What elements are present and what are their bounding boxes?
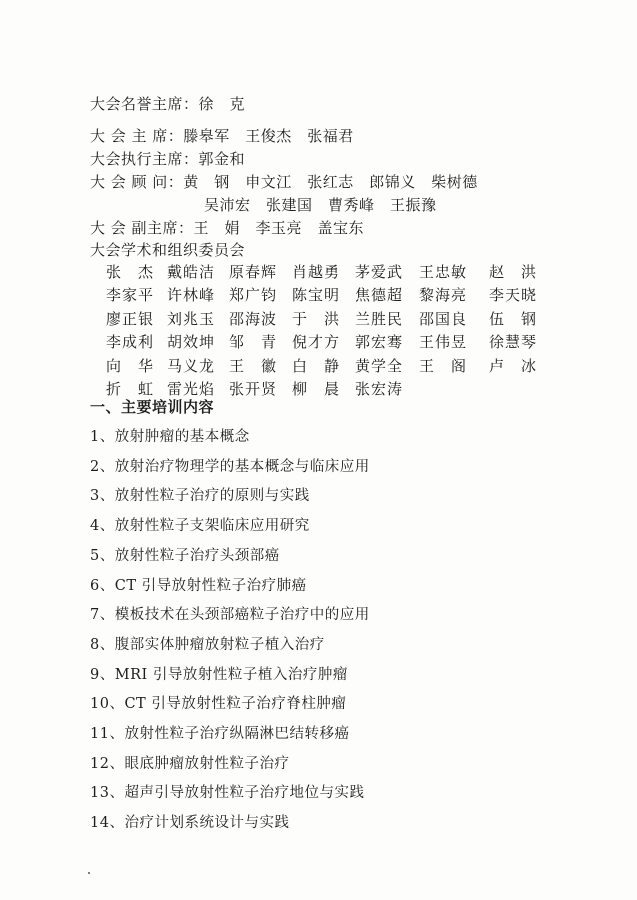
committee-member: 张宏涛 xyxy=(355,380,404,398)
training-item: 9、MRI 引导放射性粒子植入治疗肿瘤 xyxy=(90,666,348,683)
committee-member: 邵国良 xyxy=(419,309,468,328)
honorary-chair-line: 大会名誉主席：徐 克 xyxy=(90,95,246,113)
committee-member: 徐慧琴 xyxy=(489,333,538,352)
committee-title: 大会学术和组织委员会 xyxy=(90,241,246,259)
committee-member: 李家平 xyxy=(106,286,155,305)
committee-member: 焦德超 xyxy=(355,286,404,305)
committee-member: 肖越勇 xyxy=(292,263,341,281)
committee-member: 郭宏骞 xyxy=(355,333,404,352)
advisors-line-1: 大 会 顾 问：黄 钢 申文江 张红志 郎锦义 柴树德 xyxy=(90,173,478,191)
training-item: 6、CT 引导放射性粒子治疗肺癌 xyxy=(90,577,307,594)
committee-member: 白 静 xyxy=(292,356,341,375)
committee-member: 王 徽 xyxy=(229,356,278,375)
page-mark xyxy=(88,872,90,874)
committee-member: 张 杰 xyxy=(106,263,155,281)
committee-member: 于 洪 xyxy=(292,309,341,328)
training-item: 4、放射性粒子支架临床应用研究 xyxy=(90,518,310,535)
committee-member: 王忠敏 xyxy=(419,263,468,281)
committee-member: 柳 晨 xyxy=(292,380,341,398)
committee-member: 黄学全 xyxy=(355,356,404,375)
advisors-line-2: 吴沛宏 张建国 曹秀峰 王振豫 xyxy=(204,196,437,214)
section-title: 一、主要培训内容 xyxy=(90,398,215,416)
committee-member: 赵 洪 xyxy=(489,263,538,281)
training-item: 3、放射性粒子治疗的原则与实践 xyxy=(90,488,310,505)
committee-member: 雷光焰 xyxy=(167,380,216,398)
committee-member: 卢 冰 xyxy=(489,356,538,375)
committee-member: 黎海亮 xyxy=(419,286,468,305)
committee-member: 戴皓洁 xyxy=(167,263,216,281)
committee-member: 李成利 xyxy=(106,333,155,352)
committee-member: 倪才方 xyxy=(292,333,341,352)
committee-member: 邵海波 xyxy=(229,309,278,328)
vice-chair-line: 大 会 副主席：王 娟 李玉亮 盖宝东 xyxy=(90,219,365,237)
training-item: 8、腹部实体肿瘤放射粒子植入治疗 xyxy=(90,636,325,653)
committee-member: 陈宝明 xyxy=(292,286,341,305)
committee-member: 伍 钢 xyxy=(489,309,538,328)
exec-chair-line: 大会执行主席：郭金和 xyxy=(90,150,246,168)
training-item: 10、CT 引导放射性粒子治疗脊柱肿瘤 xyxy=(90,696,347,713)
committee-member: 许林峰 xyxy=(167,286,216,305)
committee-member: 原春辉 xyxy=(229,263,278,281)
committee-member: 张开贤 xyxy=(229,380,278,398)
chair-line: 大 会 主 席：滕皋军 王俊杰 张福君 xyxy=(90,127,354,145)
committee-member: 向 华 xyxy=(106,356,155,375)
training-item: 13、超声引导放射性粒子治疗地位与实践 xyxy=(90,785,365,802)
committee-member: 李天晓 xyxy=(489,286,538,305)
training-item: 14、治疗计划系统设计与实践 xyxy=(90,815,290,832)
committee-member: 王伟昱 xyxy=(419,333,468,352)
committee-member: 廖正银 xyxy=(106,309,155,328)
committee-member: 兰胜民 xyxy=(355,309,404,328)
committee-member: 刘兆玉 xyxy=(167,309,216,328)
committee-member: 邹 青 xyxy=(229,333,278,352)
committee-member: 折 虹 xyxy=(106,380,155,398)
training-item: 5、放射性粒子治疗头颈部癌 xyxy=(90,547,280,564)
committee-member: 胡效坤 xyxy=(167,333,216,352)
training-item: 12、眼底肿瘤放射性粒子治疗 xyxy=(90,755,290,772)
training-item: 2、放射治疗物理学的基本概念与临床应用 xyxy=(90,458,370,475)
training-item: 7、模板技术在头颈部癌粒子治疗中的应用 xyxy=(90,607,370,624)
training-item: 11、放射性粒子治疗纵隔淋巴结转移癌 xyxy=(90,726,350,742)
training-item: 1、放射肿瘤的基本概念 xyxy=(90,429,250,445)
committee-member: 茅爱武 xyxy=(355,263,404,281)
committee-member: 王 阁 xyxy=(419,356,468,375)
committee-member: 马义龙 xyxy=(167,356,216,375)
committee-member: 郑广钧 xyxy=(229,286,278,305)
